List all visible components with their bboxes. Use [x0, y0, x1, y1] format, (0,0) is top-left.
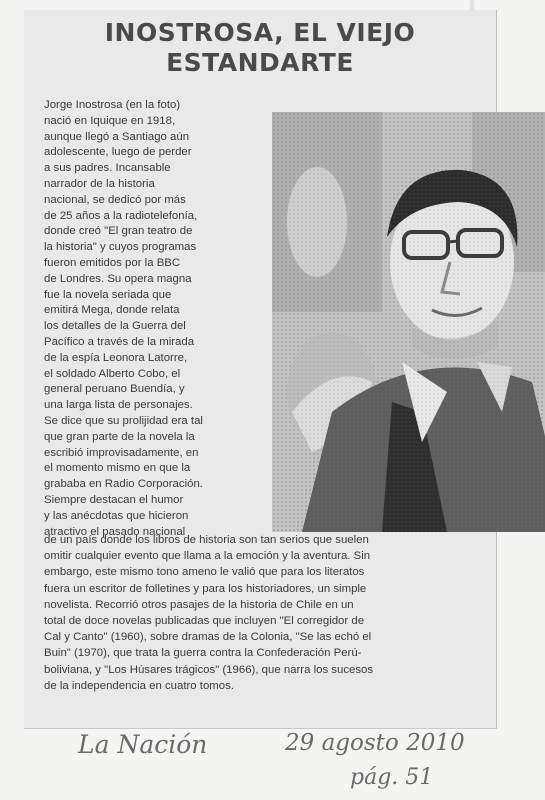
- text-line: total de doce novelas publicadas que incluyen "El corregidor de: [44, 615, 365, 628]
- text-line: embargo, este mismo tono ameno le valió que para los literatos: [44, 566, 365, 579]
- headline-line-2: ESTANDARTE: [166, 48, 354, 77]
- handwritten-page-number: pág. 51: [350, 765, 434, 790]
- text-line: a sus padres. Incansable: [44, 162, 171, 175]
- text-line: emitirá Mega, donde relata: [44, 304, 180, 317]
- text-line: Pacífico a través de la mirada: [44, 335, 195, 348]
- text-line: Cal y Canto" (1960), sobre dramas de la Colonia, "Se las echó el: [44, 631, 372, 644]
- text-line: una larga lista de personajes.: [44, 399, 193, 412]
- text-line: novelista. Recorrió otros pasajes de la historia de Chile en un: [44, 598, 354, 611]
- text-line: narrador de la historia: [44, 177, 155, 190]
- handwritten-date: 29 agosto 2010: [285, 730, 465, 756]
- text-line: de la independencia en cuatro tomos.: [44, 679, 234, 692]
- text-line: nació en Iquique en 1918,: [44, 114, 176, 127]
- text-line: aunque llegó a Santiago aún: [44, 130, 190, 143]
- handwritten-newspaper-name: La Nación: [78, 730, 208, 759]
- text-line: de un país donde los libros de historia son tan serios que suelen: [44, 534, 369, 546]
- text-line: nacional, se dedicó por más: [44, 193, 186, 206]
- headline-line-1: INOSTROSA, EL VIEJO: [104, 18, 416, 47]
- text-line: adolescente, luego de perder: [44, 146, 192, 159]
- text-line: escribió improvisadamente, en: [44, 446, 199, 459]
- text-line: grababa en Radio Corporación.: [44, 478, 203, 491]
- text-line: omitir cualquier evento que llama a la emoción y la aventura. Sin: [44, 550, 371, 563]
- text-line: la historia" y cuyos programas: [44, 241, 197, 254]
- left-text-column: [44, 98, 272, 540]
- headline: [24, 18, 496, 78]
- text-line: de 25 años a la radiotelefonía,: [44, 209, 198, 222]
- text-line: fue la novela seriada que: [44, 288, 172, 301]
- portrait-photo: [272, 112, 545, 532]
- text-line: Jorge Inostrosa (en la foto): [44, 99, 181, 111]
- portrait-photo-graphic: [272, 112, 545, 532]
- text-line: general peruano Buendía, y: [44, 383, 185, 396]
- text-line: y las anécdotas que hicieron: [44, 509, 189, 522]
- text-line: de la espía Leonora Latorre,: [44, 351, 188, 364]
- text-line: que gran parte de la novela la: [44, 430, 195, 443]
- text-line: el momento mismo en que la: [44, 462, 191, 475]
- text-line: Siempre destacan el humor: [44, 493, 184, 506]
- text-line: de Londres. Su opera magna: [44, 272, 192, 285]
- full-width-text: [44, 532, 494, 694]
- text-line: el soldado Alberto Cobo, el: [44, 367, 181, 380]
- text-line: donde creó "El gran teatro de: [44, 225, 193, 238]
- text-line: Buin" (1970), que trata la guerra contra la Confederación Perú-: [44, 647, 362, 660]
- text-line: boliviana, y "Los Húsares trágicos" (1966), que narra los sucesos: [44, 663, 374, 676]
- text-line: fuera un escritor de folletines y para los historiadores, un simple: [44, 582, 367, 595]
- text-line: fueron emitidos por la BBC: [44, 256, 181, 269]
- newspaper-clipping: [24, 10, 497, 729]
- text-line: Se dice que su prolijidad era tal: [44, 414, 203, 427]
- text-line: los detalles de la Guerra del: [44, 320, 186, 333]
- text-line: atractivo el pasado nacional: [44, 525, 186, 538]
